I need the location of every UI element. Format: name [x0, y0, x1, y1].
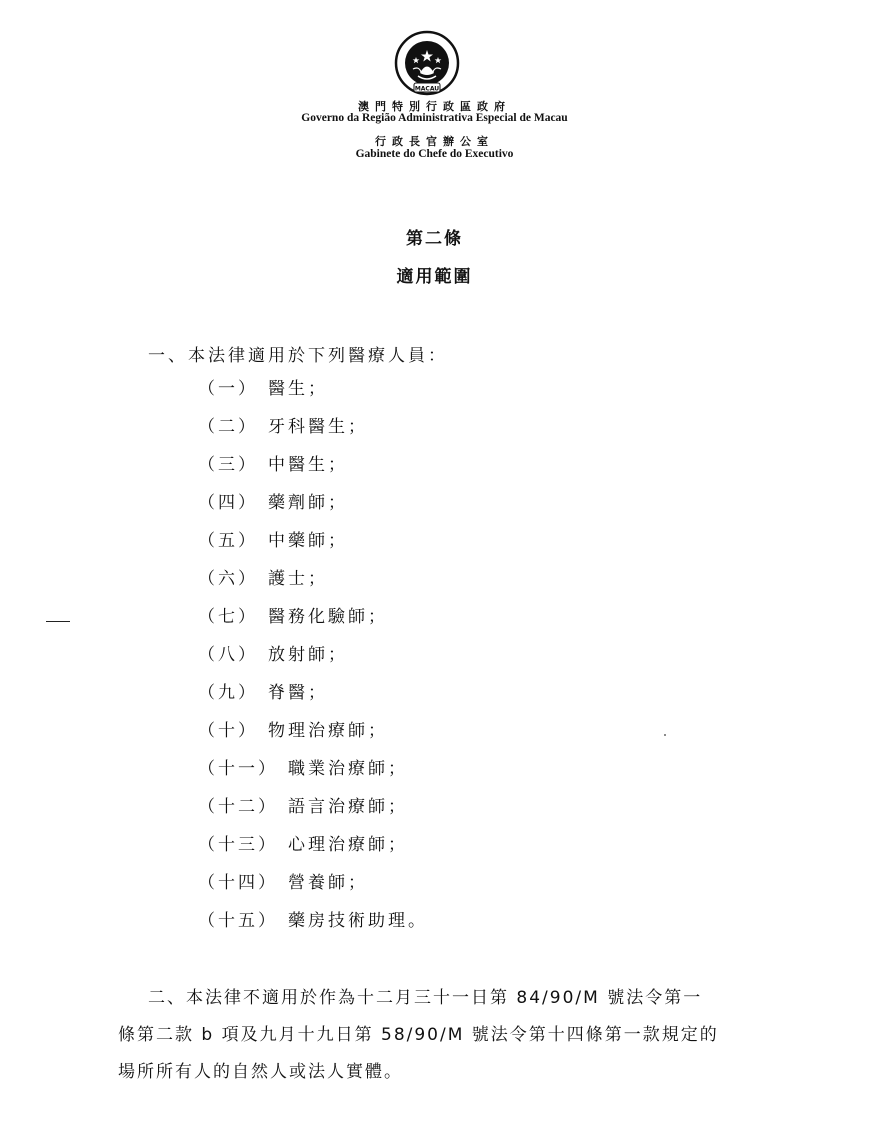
item-number: （二）	[198, 417, 258, 437]
item-text: 心理治療師；	[288, 835, 408, 855]
list-item	[198, 788, 428, 826]
list-item	[198, 712, 428, 750]
office-name-portuguese: Gabinete do Chefe do Executivo	[355, 148, 514, 160]
item-text: 脊醫；	[268, 683, 328, 703]
item-number: （四）	[198, 493, 258, 513]
item-text: 藥劑師；	[268, 493, 348, 513]
item-text: 護士；	[268, 569, 328, 589]
item-number: （五）	[198, 531, 258, 551]
item-number: （十三）	[198, 835, 278, 855]
paragraph-2-line: 場所所有人的自然人或法人實體。	[118, 1062, 403, 1082]
margin-mark	[46, 621, 70, 622]
paragraph-1-intro: 一、本法律適用於下列醫療人員：	[148, 346, 448, 366]
list-item	[198, 446, 428, 484]
list-item	[198, 522, 428, 560]
item-text: 職業治療師；	[288, 759, 408, 779]
list-item	[198, 902, 428, 940]
item-number: （十二）	[198, 797, 278, 817]
government-name-portuguese: Governo da Região Administrativa Especial de Macau	[301, 112, 568, 124]
item-number: （十）	[198, 721, 258, 741]
list-item	[198, 826, 428, 864]
list-item	[198, 674, 428, 712]
item-number: （十一）	[198, 759, 278, 779]
item-text: 牙科醫生；	[268, 417, 368, 437]
list-item	[198, 636, 428, 674]
healthcare-personnel-list	[198, 370, 428, 940]
office-name-chinese: 行政長官辦公室	[375, 135, 494, 148]
paragraph-2-line: 二、本法律不適用於作為十二月三十一日第 84/90/M 號法令第一	[148, 988, 703, 1008]
macau-emblem-icon	[394, 30, 460, 96]
emblem-label: MACAU	[414, 85, 440, 93]
item-text: 放射師；	[268, 645, 348, 665]
item-number: （八）	[198, 645, 258, 665]
list-item	[198, 750, 428, 788]
list-item	[198, 864, 428, 902]
item-number: （九）	[198, 683, 258, 703]
article-title: 適用範圍	[396, 267, 473, 287]
item-text: 藥房技術助理。	[288, 911, 428, 931]
article-number: 第二條	[406, 229, 463, 249]
item-number: （十五）	[198, 911, 278, 931]
list-item	[198, 370, 428, 408]
list-item	[198, 484, 428, 522]
government-name-chinese: 澳門特別行政區政府	[358, 100, 511, 113]
item-number: （一）	[198, 379, 258, 399]
list-item	[198, 560, 428, 598]
item-text: 語言治療師；	[288, 797, 408, 817]
item-number: （七）	[198, 607, 258, 627]
list-item	[198, 598, 428, 636]
item-number: （六）	[198, 569, 258, 589]
item-number: （十四）	[198, 873, 278, 893]
paragraph-2-line: 條第二款 b 項及九月十九日第 58/90/M 號法令第十四條第一款規定的	[118, 1025, 719, 1045]
item-text: 中醫生；	[268, 455, 348, 475]
item-text: 營養師；	[288, 873, 368, 893]
item-text: 中藥師；	[268, 531, 348, 551]
scan-speck	[664, 734, 666, 736]
list-item	[198, 408, 428, 446]
item-text: 醫務化驗師；	[268, 607, 388, 627]
item-text: 醫生；	[268, 379, 328, 399]
item-text: 物理治療師；	[268, 721, 388, 741]
item-number: （三）	[198, 455, 258, 475]
paragraph-2	[118, 980, 758, 1091]
